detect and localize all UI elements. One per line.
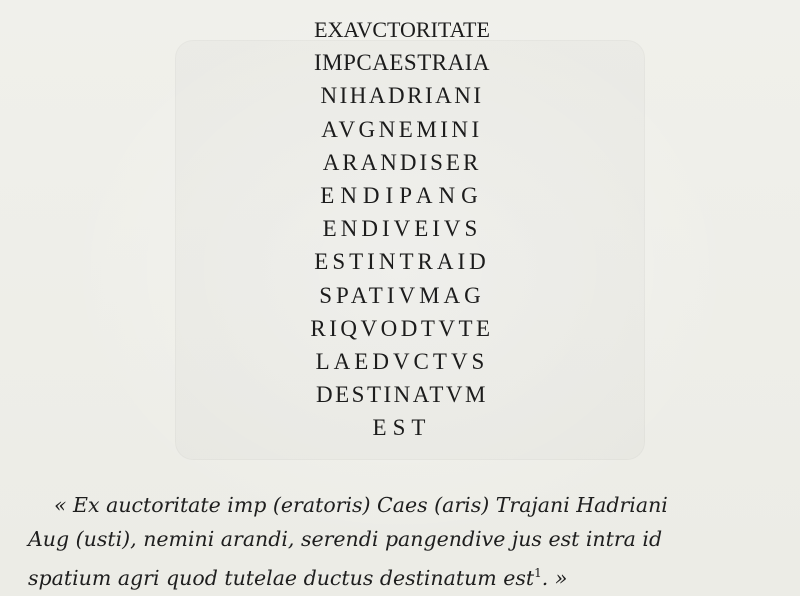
inscription-line: ESTINTRAID	[314, 249, 490, 275]
translation-line: Aug (usti), nemini arandi, serendi pangendive jus est intra id	[28, 527, 663, 551]
inscription-line: EXAVCTORITATE	[314, 17, 490, 42]
closing-quote: . »	[541, 565, 568, 590]
footnote-marker[interactable]: 1	[534, 566, 542, 580]
inscription-line: LAEDVCTVS	[315, 348, 489, 374]
inscription-line: DESTINATVM	[316, 382, 488, 408]
inscription-line: ENDIVEIVS	[322, 216, 482, 242]
inscription-line: IMPCAESTRAIA	[314, 50, 490, 76]
inscription-line: ENDIPANG	[320, 182, 484, 208]
translation-paragraph	[28, 488, 788, 595]
translation-line: « Ex auctoritate imp (eratoris) Caes (aris) Trajani Hadriani	[54, 493, 668, 517]
translation-line-last	[28, 556, 788, 595]
translation-line-text: spatium agri quod tutelae ductus destinatum est	[28, 565, 535, 590]
inscription-line: AVGNEMINI	[321, 116, 483, 142]
inscription-line: EST	[372, 415, 432, 441]
inscription-line: SPATIVMAG	[319, 282, 485, 308]
inscription-line: RIQVODTVTE	[310, 315, 494, 341]
inscription-line: ARANDISER	[322, 149, 482, 175]
inscription-line: NIHADRIANI	[320, 83, 484, 109]
latin-inscription	[272, 13, 532, 444]
